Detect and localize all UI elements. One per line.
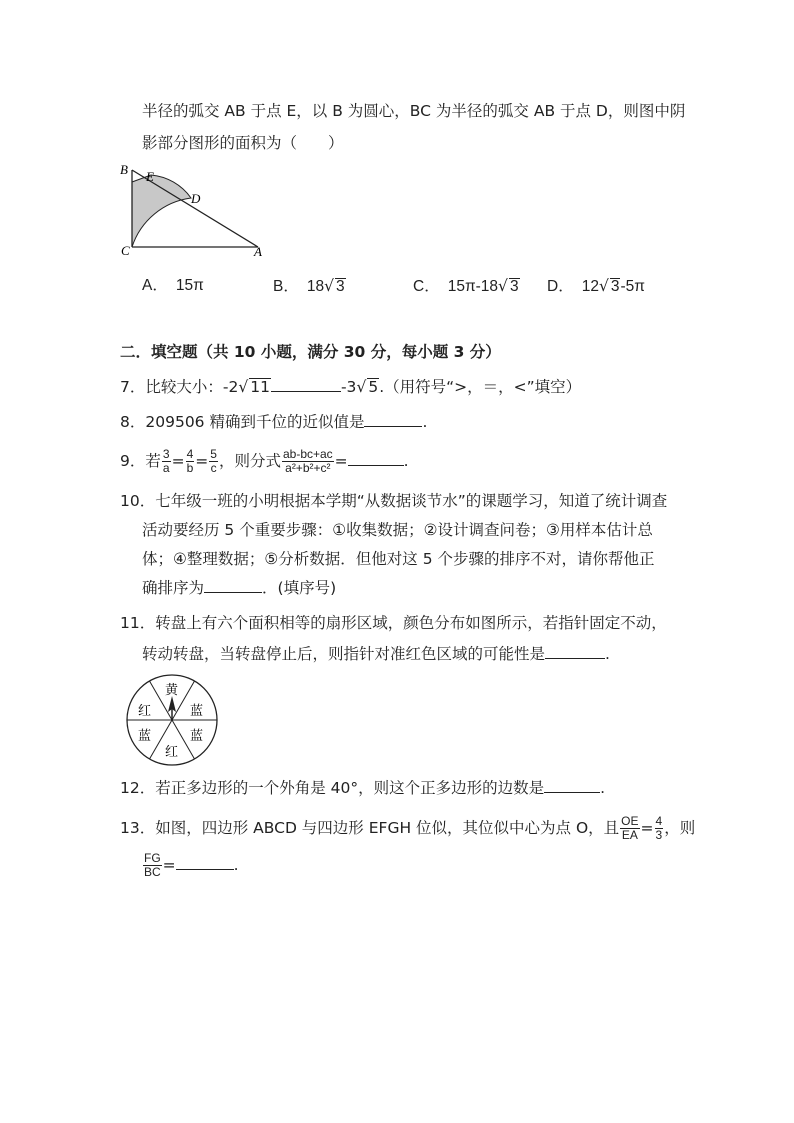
spinner-wheel (124, 672, 220, 768)
sector-lower-right: 蓝 (190, 728, 204, 743)
answer-blank[interactable] (545, 644, 605, 659)
option-a: A． 15π (142, 277, 204, 294)
sector-bottom: 红 (165, 744, 179, 759)
question-12: 12．若正多边形的一个外角是 40°，则这个正多边形的边数是 . (120, 779, 606, 797)
label-e: E (146, 169, 154, 184)
answer-blank[interactable] (348, 451, 404, 466)
question-7: 7．比较大小：-2√ 11 -3√ 5.（用符号“>，＝，<”填空） (120, 378, 582, 396)
question-13-line1: 13．如图，四边形 ABCD 与四边形 EFGH 位似，其位似中心为点 O，且 $\frac{OE}{EA}$ = $\frac{4}{3}$ ，则 (120, 814, 696, 842)
answer-blank[interactable] (204, 578, 262, 593)
question-11-line2: 转动转盘，当转盘停止后，则指针对准红色区域的可能性是 . (142, 645, 610, 663)
q6-line2: 影部分图形的面积为（ ） (142, 134, 344, 152)
question-10-line2: 活动要经历 5 个重要步骤：①收集数据；②设计调查问卷；③用样本估计总 (142, 521, 653, 539)
question-11-line1: 11．转盘上有六个面积相等的扇形区域，颜色分布如图所示，若指针固定不动， (120, 614, 667, 632)
answer-blank[interactable] (271, 377, 341, 392)
sector-upper-left: 红 (138, 703, 152, 718)
question-10-line4: 确排序为 ．(填序号) (142, 579, 337, 597)
section-heading: 二．填空题（共 10 小题，满分 30 分，每小题 3 分） (120, 343, 501, 361)
q6-line1: 半径的弧交 AB 于点 E，以 B 为圆心，BC 为半径的弧交 AB 于点 D，则图中阴 (142, 102, 686, 120)
option-d: D． 12√ 3-5π (547, 277, 645, 295)
q6-figure (118, 160, 268, 260)
question-10-line1: 10．七年级一班的小明根据本学期“从数据谈节水”的课题学习，知道了统计调查 (120, 492, 668, 510)
sector-lower-left: 蓝 (138, 728, 152, 743)
label-c: C (121, 243, 130, 258)
question-10-line3: 体；④整理数据；⑤分析数据．但他对这 5 个步骤的排序不对，请你帮他正 (142, 550, 655, 568)
question-8: 8．209506 精确到千位的近似值是 . (120, 413, 428, 431)
label-b: B (120, 162, 128, 177)
question-13-line2: $\frac{FG}{BC}$ = . (144, 851, 239, 879)
sector-top: 黄 (165, 682, 179, 697)
answer-blank[interactable] (176, 855, 234, 870)
shaded-region (132, 175, 191, 247)
label-d: D (191, 191, 201, 206)
answer-blank[interactable] (544, 778, 600, 793)
label-a: A (254, 244, 262, 259)
question-9: 9．若 $\frac{3}{a}$ = $\frac{4}{b}$ = $\frac{5}{c}$ ，则分式 $\frac{ab-bc+ac}{\text{a²+b²+c²}}$ = . (120, 447, 409, 475)
sector-upper-right: 蓝 (190, 703, 204, 718)
option-b: B． 18√ 3 (273, 277, 345, 295)
answer-blank[interactable] (364, 412, 422, 427)
option-c: C． 15π-18√ 3 (413, 277, 519, 295)
